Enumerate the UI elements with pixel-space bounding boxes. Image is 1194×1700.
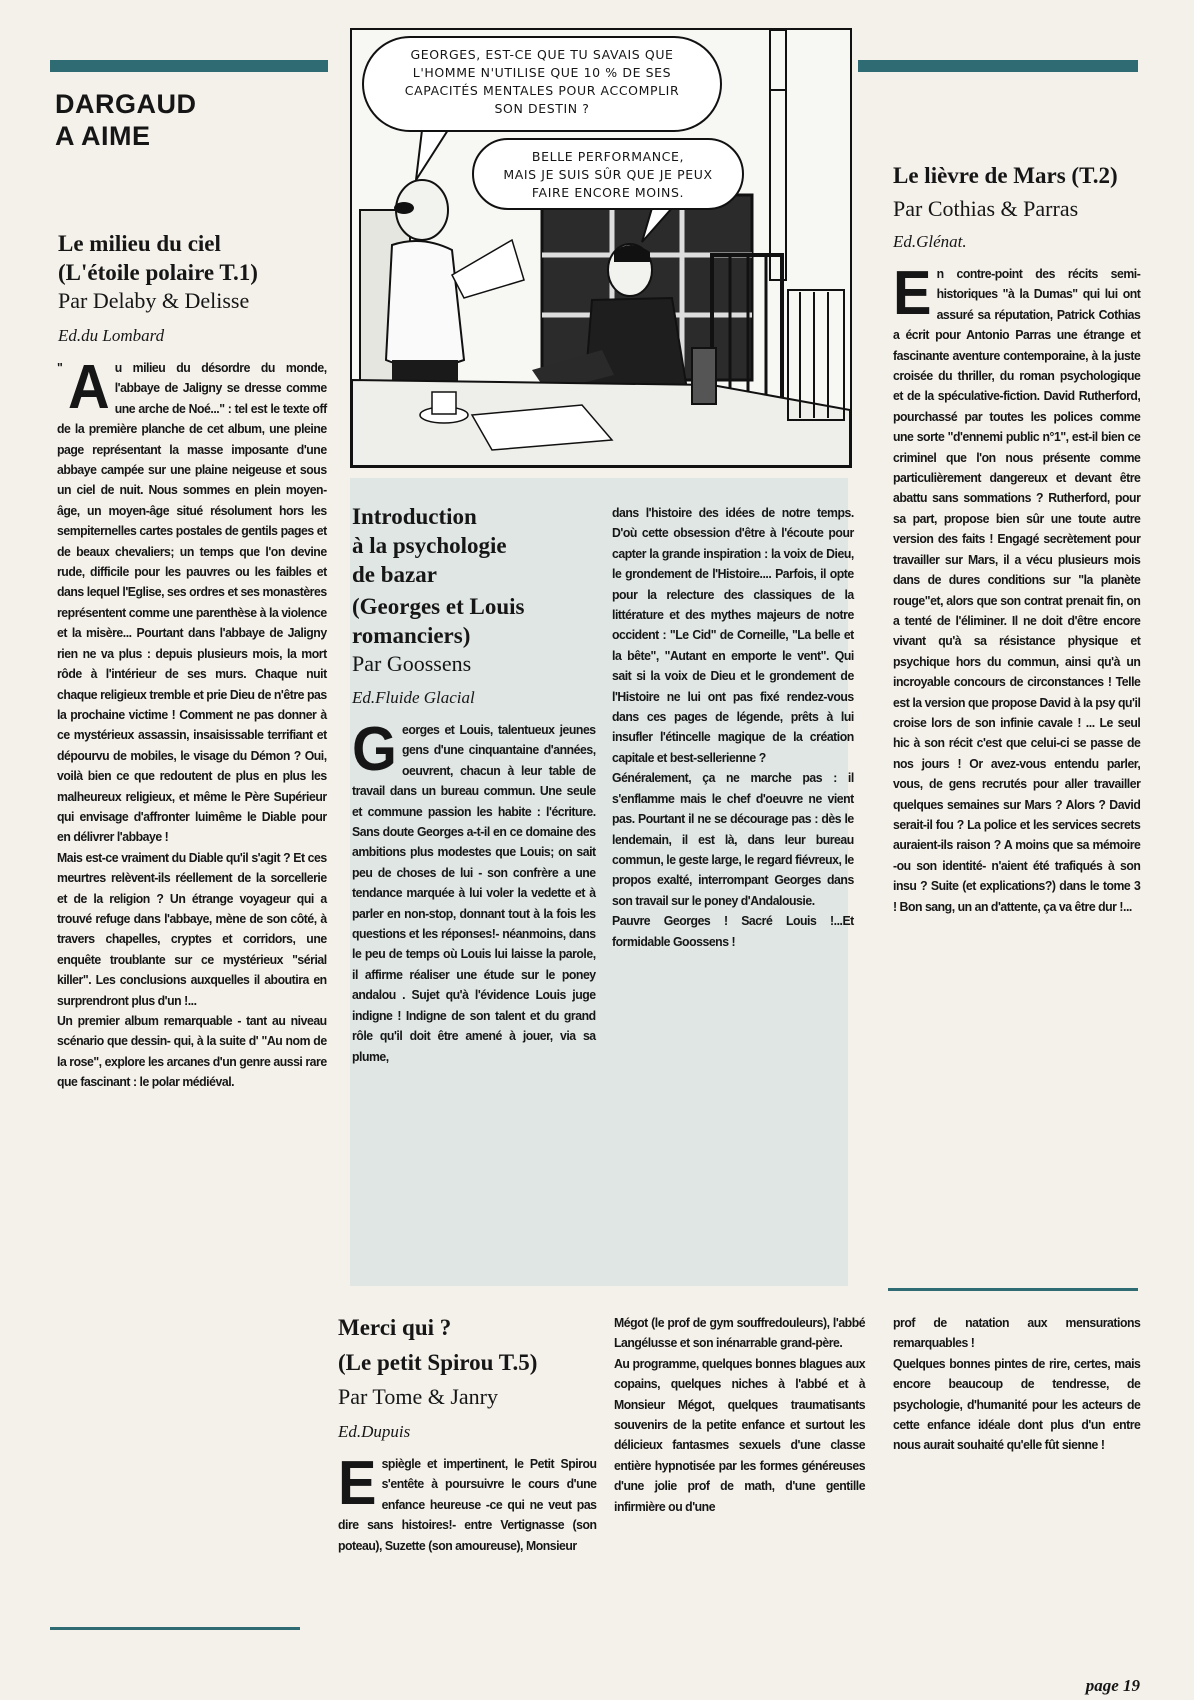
review4-title-line-1: Merci qui ? xyxy=(338,1315,452,1340)
review3-body xyxy=(893,259,1141,917)
review2-editor: Ed.Fluide Glacial xyxy=(352,688,475,707)
review1-title-line-1: Le milieu du ciel xyxy=(58,231,221,256)
review1-dropcap: A xyxy=(67,353,110,422)
review2-col2 xyxy=(612,503,854,952)
review4-col2-paragraph-2: Au programme, quelques bonnes blagues aux copains, quelques niches à l'abbé et à Monsieur Mégot, quelques traumatisants souvenirs de la petite enfance et surtout les délicieux fantasmes sexuels d'une classe entière hypnotisée par les formes généreuses d'une jolie prof de math, d'une gentille infirmière ou d'une xyxy=(614,1355,866,1514)
section-title-line-1: DARGAUD xyxy=(55,89,197,119)
review2-col2-paragraph-3: Pauvre Georges ! Sacré Louis !...Et formidable Goossens ! xyxy=(612,913,854,949)
speech-bubble-1-line-1: GEORGES, EST-CE QUE TU SAVAIS QUE xyxy=(410,47,674,62)
review4-col3-paragraph-2: Quelques bonnes pintes de rire, certes, mais encore beaucoup de tendresse, de psychologie, d'humanité pour les acteurs de cette enfance idéale dont plus d'un entre nous aurait souhaité qu'elle fût sienne ! xyxy=(893,1355,1141,1453)
review2-col2-paragraph-2: Généralement, ça ne marche pas : il s'enflamme mais le chef d'oeuvre ne vient pas. Pourtant il ne se décourage pas : dès le lendemain, il est là, dans leur bureau commun, le geste large, le regard fiévreux, le propos exalté, interrompant Georges dans son travail sur le poney d'Andalousie. xyxy=(612,770,854,908)
review1-paragraph-1: " A u milieu du désordre du monde, l'abbaye de Jaligny se dresse comme une arche de Noé..." : tel est le texte off de la première planche de cet album, une pleine page représentant la masse imposante d'une abbaye campée sur une plaine neigeuse et sous un ciel de nuit. Nous sommes en plein moyen-âge, un moyen-âge situé résolument hors les sempiternelles cartes postales de gentils pages et de beaux chevaliers; un temps que l'on devine rude, difficile pour les pauvres ou les faibles et dans lequel l'Eglise, ses ordres et ses monastères représentent comme une parenthèse à la violence et la misère... Pourtant dans l'abbaye de Jaligny rien ne va plus : depuis plusieurs mois, la mort rôde à l'intérieur de ses murs. Chaque nuit chaque religieux tremble et prie Dieu de n'être pas la prochaine victime ! Comment ne pas donner à ce mystérieux assassin, insaisissable terrifiant et dépourvu de mobiles, le visage du Démon ? Oui, voilà bien ce que redoutent de plus en plus les malheureux religieux, et même le Père Supérieur qui envisage d'affronter luimême le Diable pour en délivrer l'abbaye ! xyxy=(57,353,327,845)
speech-bubble-1 xyxy=(362,36,722,132)
review3-paragraph: En contre-point des récits semi-historiques "à la Dumas" qui lui ont assuré sa réputation, Patrick Cothias a écrit pour Antonio Parras une étrange et fascinante aventure contemporaine, à la juste croisée du thriller, du roman psychologique et de la spéculative-fiction. David Rutherford, pourchassé par toutes les polices comme une sorte "d'ennemi public n°1", est-il bien ce criminel que l'on nous présente comme particulièrement dangereux et devant être abattu sans sommations ? Rutherford, pour sa part, propose bien sûr une toute autre version des faits ! Engagé secrètement pour travailler sur Mars, il a vécu plusieurs mois dans de dures conditions sur "la planète rouge"et, alors que son contrat prenait fin, on a tenté de l'éliminer. Il ne doit d'être encore vivant qu'à sa résistance physique et psychique hors du commun, ainsi qu'à un incroyable concours de circonstances ! Telle est la version que propose David à la psy qu'il croise lors de son infinie cavale ! ... Le seul hic à son récit c'est que celui-ci se passe de nos jours ! Or avez-vous entendu parler, vous, de gens recrutés pour aller travailler quelques semaines sur Mars ? Alors ? David serait-il fou ? La police et les services secrets auraient-ils raison ? A moins que sa mémoire -ou son identité- n'aient été trafiqués à son insu ? Suite (et explications?) dans le tome 3 ! Bon sang, un an d'attente, ça va être dur !... xyxy=(893,259,1141,914)
review1-paragraph-2: Mais est-ce vraiment du Diable qu'il s'agit ? Et ces meurtres relèvent-ils réellement de la sorcellerie et de la religion ? Un étrange voyageur qui a trouvé refuge dans l'abbaye, mène de son côté, à travers chapelles, cryptes et corridors, une enquête troublante sur ce mystérieux "sérial killer". Les conclusions auxquelles il aboutira en surprendront plus d'un !... xyxy=(57,849,327,1008)
review4-col1 xyxy=(338,1449,597,1556)
review4-col3 xyxy=(893,1313,1140,1456)
speech-bubble-1-line-2: L'HOMME N'UTILISE QUE 10 % DE SES xyxy=(412,65,672,80)
review1-title-line-2: (L'étoile polaire T.1) xyxy=(58,260,258,285)
review1-editor: Ed.du Lombard xyxy=(58,326,165,345)
comic-panel xyxy=(350,28,852,468)
review2-title-line-4: (Georges et Louis xyxy=(352,594,525,619)
review2-title-line-1: Introduction xyxy=(352,504,477,529)
review2-dropcap: G xyxy=(352,715,397,784)
top-left-rule xyxy=(50,60,328,72)
review1-paragraph-3: Un premier album remarquable - tant au niveau scénario que dessin- qui, à la suite d' "Au nom de la rose", explore les arcanes d'un genre aussi rare que fascinant : le polar médiéval. xyxy=(57,1013,327,1090)
review2-title-line-3: de bazar xyxy=(352,562,437,587)
review4-col3-paragraph-1: prof de natation aux mensurations remarquables ! xyxy=(893,1315,1141,1351)
review2-title xyxy=(352,502,524,650)
section-title xyxy=(55,88,197,152)
speech-bubble-1-line-3: CAPACITÉS MENTALES POUR ACCOMPLIR xyxy=(404,83,680,98)
review1-body xyxy=(57,353,327,1093)
review4-dropcap: E xyxy=(338,1449,376,1518)
review4-title-line-2: (Le petit Spirou T.5) xyxy=(338,1350,538,1375)
review3-editor: Ed.Glénat. xyxy=(893,232,967,251)
review4-col2 xyxy=(614,1313,865,1517)
review2-col1-paragraph: Georges et Louis, talentueux jeunes gens d'une cinquantaine d'années, oeuvrent, chacun à leur table de travail dans un bureau commun. Une seule et commune passion les habite : l'écriture. Sans doute Georges a-t-il en ce domaine des ambitions plus modestes que Louis; on sait peu de choses de lui - son confrère a une tendance marquée à lui voler la vedette et à parler en non-stop, donnant tout à la fois les questions et les réponses!- néanmoins, dans le peu de temps où Louis lui laisse la parole, il affirme réaliser une étude sur le poney andalou . Sujet qu'à l'évidence Louis juge indigne ! Indigne de son talent et du grand rôle qu'il doit être amené à jouer, via sa plume, xyxy=(352,715,596,1064)
top-right-rule xyxy=(858,60,1138,72)
page-number: page 19 xyxy=(1085,1676,1140,1695)
review3-author: Par Cothias & Parras xyxy=(893,196,1079,221)
review2-col1 xyxy=(352,715,596,1067)
speech-bubble-2 xyxy=(472,138,744,210)
review4-author: Par Tome & Janry xyxy=(338,1384,498,1409)
speech-bubble-1-line-4: SON DESTIN ? xyxy=(494,101,590,116)
review2-title-line-2: à la psychologie xyxy=(352,533,507,558)
review2-author: Par Goossens xyxy=(352,651,472,676)
review1-author: Par Delaby & Delisse xyxy=(58,288,250,313)
review1-title xyxy=(58,229,258,287)
review1-quote-mark: " xyxy=(57,360,63,375)
section-title-line-2: A AIME xyxy=(55,121,151,151)
bottom-left-rule xyxy=(50,1627,300,1630)
speech-bubble-2-line-3: FAIRE ENCORE MOINS. xyxy=(531,185,685,200)
review4-editor: Ed.Dupuis xyxy=(338,1422,411,1441)
review4-title xyxy=(338,1313,537,1377)
review4-col2-paragraph-1: Mégot (le prof de gym souffredouleurs), l'abbé Langélusse et son inénarrable grand-père. xyxy=(614,1315,866,1351)
speech-bubble-2-line-2: MAIS JE SUIS SÛR QUE JE PEUX xyxy=(503,167,713,182)
review2-col2-paragraph-1: dans l'histoire des idées de notre temps. D'où cette obsession d'être à l'écoute pour capter la grande inspiration : la voix de Dieu, le grondement de l'Histoire.... Parfois, il opte pour la relecture des classiques de la littérature et des mythes majeurs de notre occident : "Le Cid" de Corneille, "La belle et la bête", "Autant en emporte le vent". Qui sait si la voix de Dieu et le grondement de l'Histoire ne lui ont pas fixé rendez-vous dans ces pages de légende, prêts à lui insufler l'étincelle magique de la création capitale et best-sellerienne ? xyxy=(612,505,854,765)
review3-title xyxy=(893,161,1118,190)
review4-col1-paragraph: Espiègle et impertinent, le Petit Spirou s'entête à poursuivre le cours d'une enfance heureuse -ce qui ne veut pas dire sans histoires!- entre Vertignasse (son poteau), Suzette (son amoureuse), Monsieur xyxy=(338,1449,597,1553)
review3-dropcap: E xyxy=(893,259,931,328)
review3-title-line-1: Le lièvre de Mars (T.2) xyxy=(893,163,1118,188)
review2-title-line-5: romanciers) xyxy=(352,623,471,648)
right-column-rule xyxy=(888,1288,1138,1291)
speech-bubble-2-line-1: BELLE PERFORMANCE, xyxy=(531,149,685,164)
